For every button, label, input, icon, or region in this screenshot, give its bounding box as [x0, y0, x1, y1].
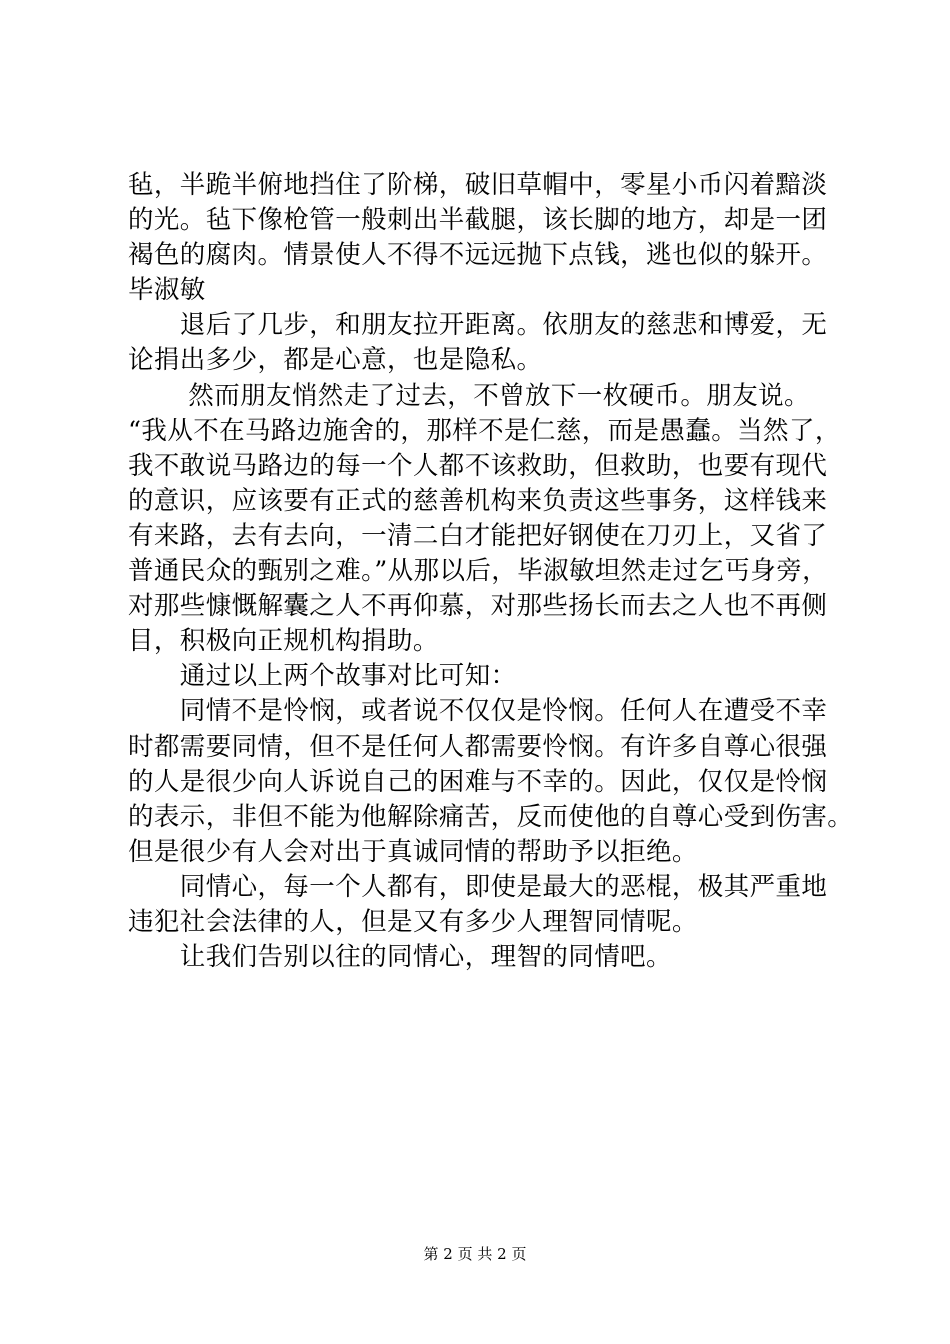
text-line: 退后了几步，和朋友拉开距离。依朋友的慈悲和博爱，无	[128, 310, 828, 341]
text-line: 的表示，非但不能为他解除痛苦，反而使他的自尊心受到伤害。	[128, 801, 854, 832]
text-line: 褐色的腐肉。情景使人不得不远远抛下点钱，逃也似的躲开。	[128, 240, 828, 271]
text-line: 的光。毡下像枪管一般刺出半截腿，该长脚的地方，却是一团	[128, 205, 828, 236]
text-line: 时都需要同情，但不是任何人都需要怜悯。有许多自尊心很强	[128, 731, 828, 762]
text-line: “我从不在马路边施舍的，那样不是仁慈，而是愚蠢。当然了，	[128, 415, 841, 446]
text-line: 对那些慷慨解囊之人不再仰慕，对那些扬长而去之人也不再侧	[128, 591, 828, 622]
text-line: 目，积极向正规机构捐助。	[128, 626, 439, 657]
text-line: 同情不是怜悯，或者说不仅仅是怜悯。任何人在遭受不幸	[128, 696, 828, 727]
text-line: 违犯社会法律的人，但是又有多少人理智同情呢。	[128, 906, 698, 937]
text-line: 但是很少有人会对出于真诚同情的帮助予以拒绝。	[128, 836, 698, 867]
text-line: 的人是很少向人诉说自己的困难与不幸的。因此，仅仅是怜悯	[128, 766, 828, 797]
text-line: 通过以上两个故事对比可知：	[128, 661, 517, 692]
text-line: 的意识，应该要有正式的慈善机构来负责这些事务，这样钱来	[128, 485, 828, 516]
text-line: 普通民众的甄别之难。”从那以后，毕淑敏坦然走过乞丐身旁，	[128, 556, 828, 587]
text-line: 有来路，去有去向，一清二白才能把好钢使在刀刃上，又省了	[128, 520, 828, 551]
page-number-footer: 第 2 页 共 2 页	[423, 1245, 527, 1263]
text-line: 然而朋友悄然走了过去，不曾放下一枚硬币。朋友说。	[128, 380, 810, 411]
text-line: 让我们告别以往的同情心，理智的同情吧。	[128, 942, 672, 973]
text-line: 同情心，每一个人都有，即使是最大的恶棍，极其严重地	[128, 871, 828, 902]
text-line: 我不敢说马路边的每一个人都不该救助，但救助，也要有现代	[128, 450, 828, 481]
text-line: 论捐出多少，都是心意，也是隐私。	[128, 345, 543, 376]
text-line: 毕淑敏	[128, 275, 206, 306]
text-line: 毡，半跪半俯地挡住了阶梯，破旧草帽中，零星小币闪着黯淡	[128, 170, 828, 200]
document-body	[128, 168, 854, 975]
